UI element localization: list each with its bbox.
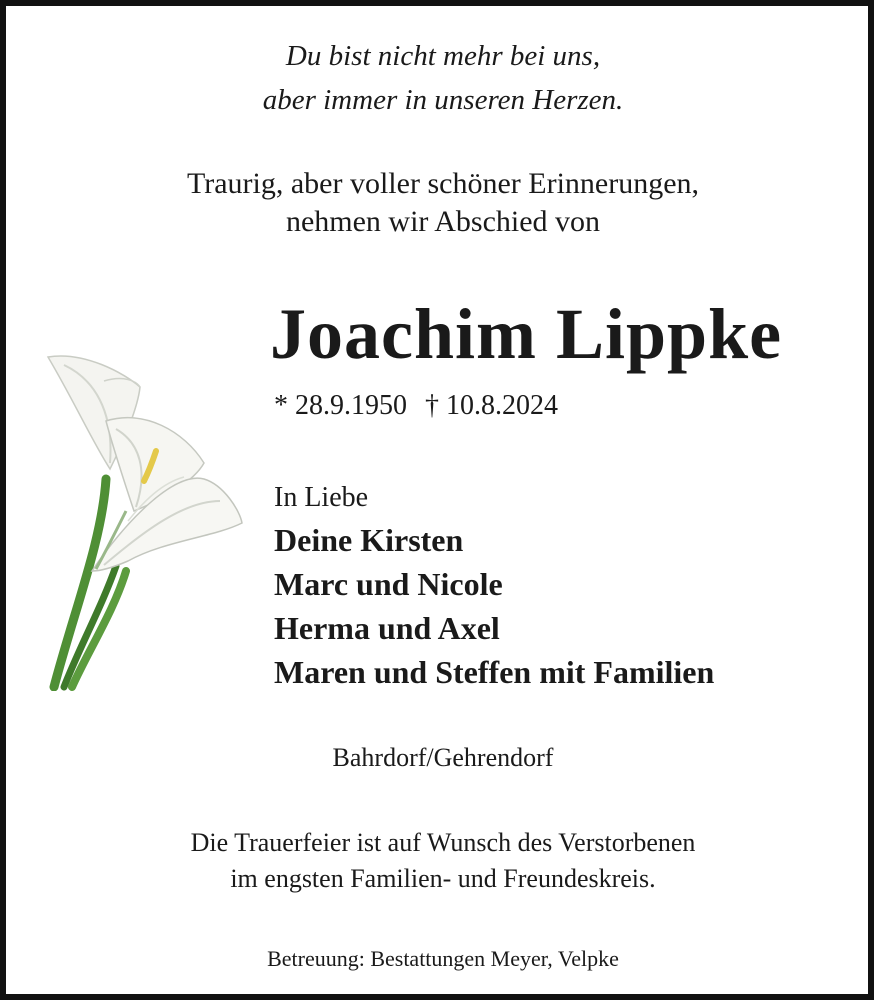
intro-line-1: Traurig, aber voller schöner Erinnerungen, [186, 167, 700, 200]
mourner-name: Deine Kirsten [274, 522, 464, 558]
mourner-name: Maren und Steffen mit Familien [274, 654, 715, 690]
quote-line-1: Du bist nicht mehr bei uns, [285, 40, 601, 72]
quote-line-2: aber immer in unseren Herzen. [262, 84, 624, 116]
ceremony-line-2: im engsten Familien- und Freundeskreis. [230, 864, 656, 893]
death-date: † 10.8.2024 [425, 390, 558, 421]
love-intro: In Liebe [274, 482, 369, 513]
mourner-name: Marc und Nicole [274, 566, 503, 602]
life-dates [274, 388, 558, 424]
birth-date: * 28.9.1950 [274, 390, 407, 421]
calla-lily-icon [44, 351, 249, 691]
funeral-home-credit: Betreuung: Bestattungen Meyer, Velpke [267, 946, 619, 971]
deceased-name: Joachim Lippke [270, 294, 783, 374]
intro-line-2: nehmen wir Abschied von [285, 205, 601, 238]
ceremony-line-1: Die Trauerfeier ist auf Wunsch des Verstorbenen [190, 828, 696, 857]
mourner-name: Herma und Axel [274, 610, 500, 646]
place-of-residence: Bahrdorf/Gehrendorf [332, 743, 554, 772]
